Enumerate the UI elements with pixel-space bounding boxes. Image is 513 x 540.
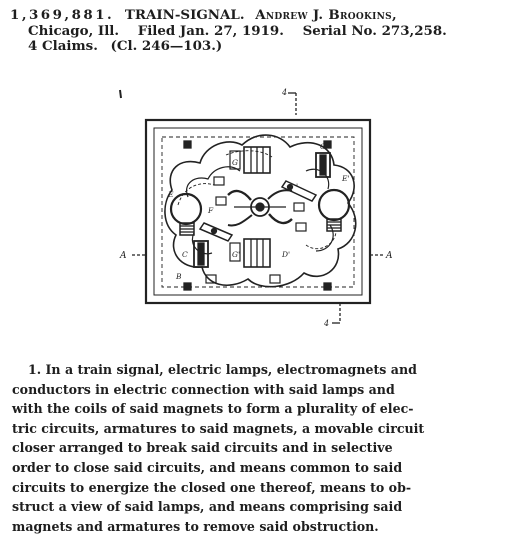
ref-label-g2: G' [232, 250, 241, 259]
stray-tick-mark [120, 90, 121, 98]
armature-left [200, 223, 232, 241]
rotary-circuit-closer [228, 190, 292, 225]
claim-line: 1. In a train signal, electric lamps, electromagnets and [28, 362, 417, 377]
ref-label-f: F [208, 206, 214, 215]
ref-label-b: B [176, 272, 182, 281]
claim-line: order to close said circuits, and means common to said [12, 459, 403, 475]
ref-label-e: E [168, 190, 174, 199]
claim-text [12, 360, 490, 536]
section-label-left: A [120, 251, 127, 261]
ref-label-c: C [182, 250, 188, 259]
claim-line: conductors in electric connection with said lamps and [12, 381, 395, 397]
section-line-right [370, 251, 393, 261]
claim-line: magnets and armatures to remove said obstruction. [12, 518, 379, 534]
section-line-left [119, 251, 146, 261]
header-line-2 [10, 24, 505, 40]
patent-title: TRAIN-SIGNAL. [124, 7, 245, 23]
patent-number: 1,369,881. [10, 7, 115, 23]
lamp-left [171, 194, 201, 235]
section-line-top [281, 88, 296, 115]
patent-figure [110, 85, 410, 335]
claim-line: closer arranged to break said circuits and in selective [12, 440, 393, 456]
section-label-bottom: 4 [324, 319, 330, 328]
classification: (Cl. 246—103.) [110, 38, 223, 54]
patent-header [10, 8, 505, 55]
serial-number: Serial No. 273,258. [302, 22, 447, 39]
ref-label-d: D' [282, 250, 291, 259]
lamp-right [319, 190, 349, 231]
ref-label-c2: C' [320, 142, 328, 151]
ref-label-tick: ' [296, 182, 299, 191]
filing-date: Filed Jan. 27, 1919. [137, 22, 284, 39]
header-line-3 [10, 39, 505, 55]
claim-line: circuits to energize the closed one thereof, means to ob- [12, 479, 412, 495]
claim-line: with the coils of said magnets to form a plurality of elec- [12, 401, 414, 417]
section-line-bottom [323, 303, 340, 328]
shutter-top-right [316, 153, 330, 177]
claim-line: struct a view of said lamps, and means comprising said [12, 499, 403, 515]
ref-label-g: G [232, 158, 238, 167]
inventor-name: Andrew J. Brookins, [255, 7, 397, 23]
inventor-location: Chicago, Ill. [28, 22, 120, 39]
claim-line: tric circuits, armatures to said magnets, a movable circuit [12, 420, 425, 436]
ref-label-e2: E' [342, 174, 350, 183]
section-label-right: A [386, 251, 393, 261]
claims-count: 4 Claims. [28, 38, 98, 54]
section-label-top: 4 [282, 88, 288, 97]
header-line-1 [10, 8, 505, 24]
